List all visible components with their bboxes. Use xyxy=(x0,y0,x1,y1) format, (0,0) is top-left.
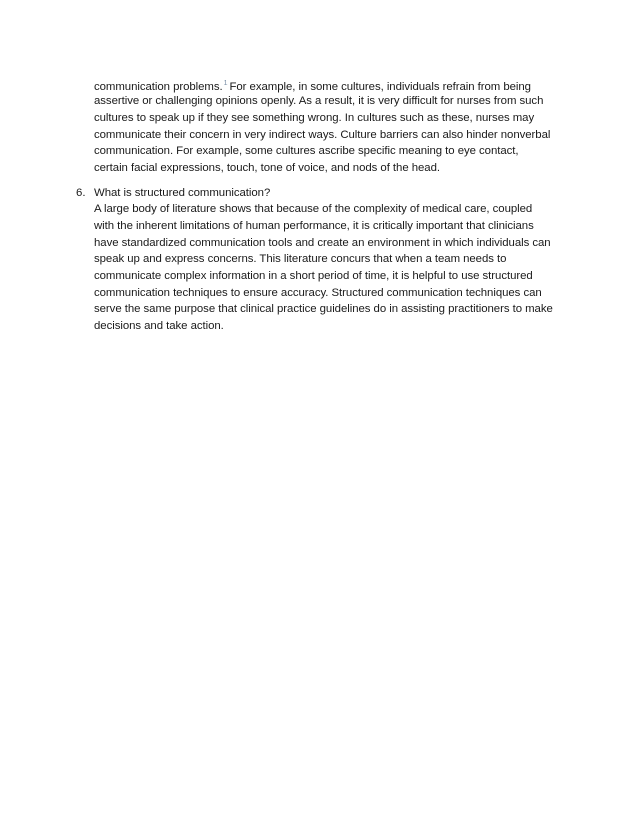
answer-line: communicate complex information in a short period of time, it is helpful to use structured xyxy=(94,270,533,282)
question-heading: What is structured communication? xyxy=(94,187,271,199)
paragraph-line: cultures to speak up if they see something wrong. In cultures such as these, nurses may xyxy=(94,112,535,124)
paragraph-line: assertive or challenging opinions openly. As a result, it is very difficult for nurses from such xyxy=(94,95,544,107)
footnote-marker[interactable]: 1 xyxy=(223,80,228,87)
paragraph-line: communicate their concern in very indirect ways. Culture barriers can also hinder nonverbal xyxy=(94,129,551,141)
answer-line: with the inherent limitations of human performance, it is critically important that clinicians xyxy=(94,220,534,232)
paragraph-line: communication. For example, some cultures ascribe specific meaning to eye contact, xyxy=(94,145,519,157)
answer-line: A large body of literature shows that because of the complexity of medical care, coupled xyxy=(94,203,533,215)
paragraph-text: communication problems. xyxy=(94,80,223,93)
answer-line: have standardized communication tools and create an environment in which individuals can xyxy=(94,237,551,249)
answer-line: serve the same purpose that clinical practice guidelines do in assisting practitioners to make xyxy=(94,303,553,315)
answer-line: communication techniques to ensure accuracy. Structured communication techniques can xyxy=(94,287,542,299)
paragraph-text: For example, in some cultures, individuals refrain from being xyxy=(229,80,531,93)
list-item-number: 6. xyxy=(76,187,86,199)
answer-line: speak up and express concerns. This literature concurs that when a team needs to xyxy=(94,253,507,265)
answer-line: decisions and take action. xyxy=(94,320,224,332)
paragraph-line: certain facial expressions, touch, tone of voice, and nods of the head. xyxy=(94,162,440,174)
paragraph-line xyxy=(94,77,531,94)
